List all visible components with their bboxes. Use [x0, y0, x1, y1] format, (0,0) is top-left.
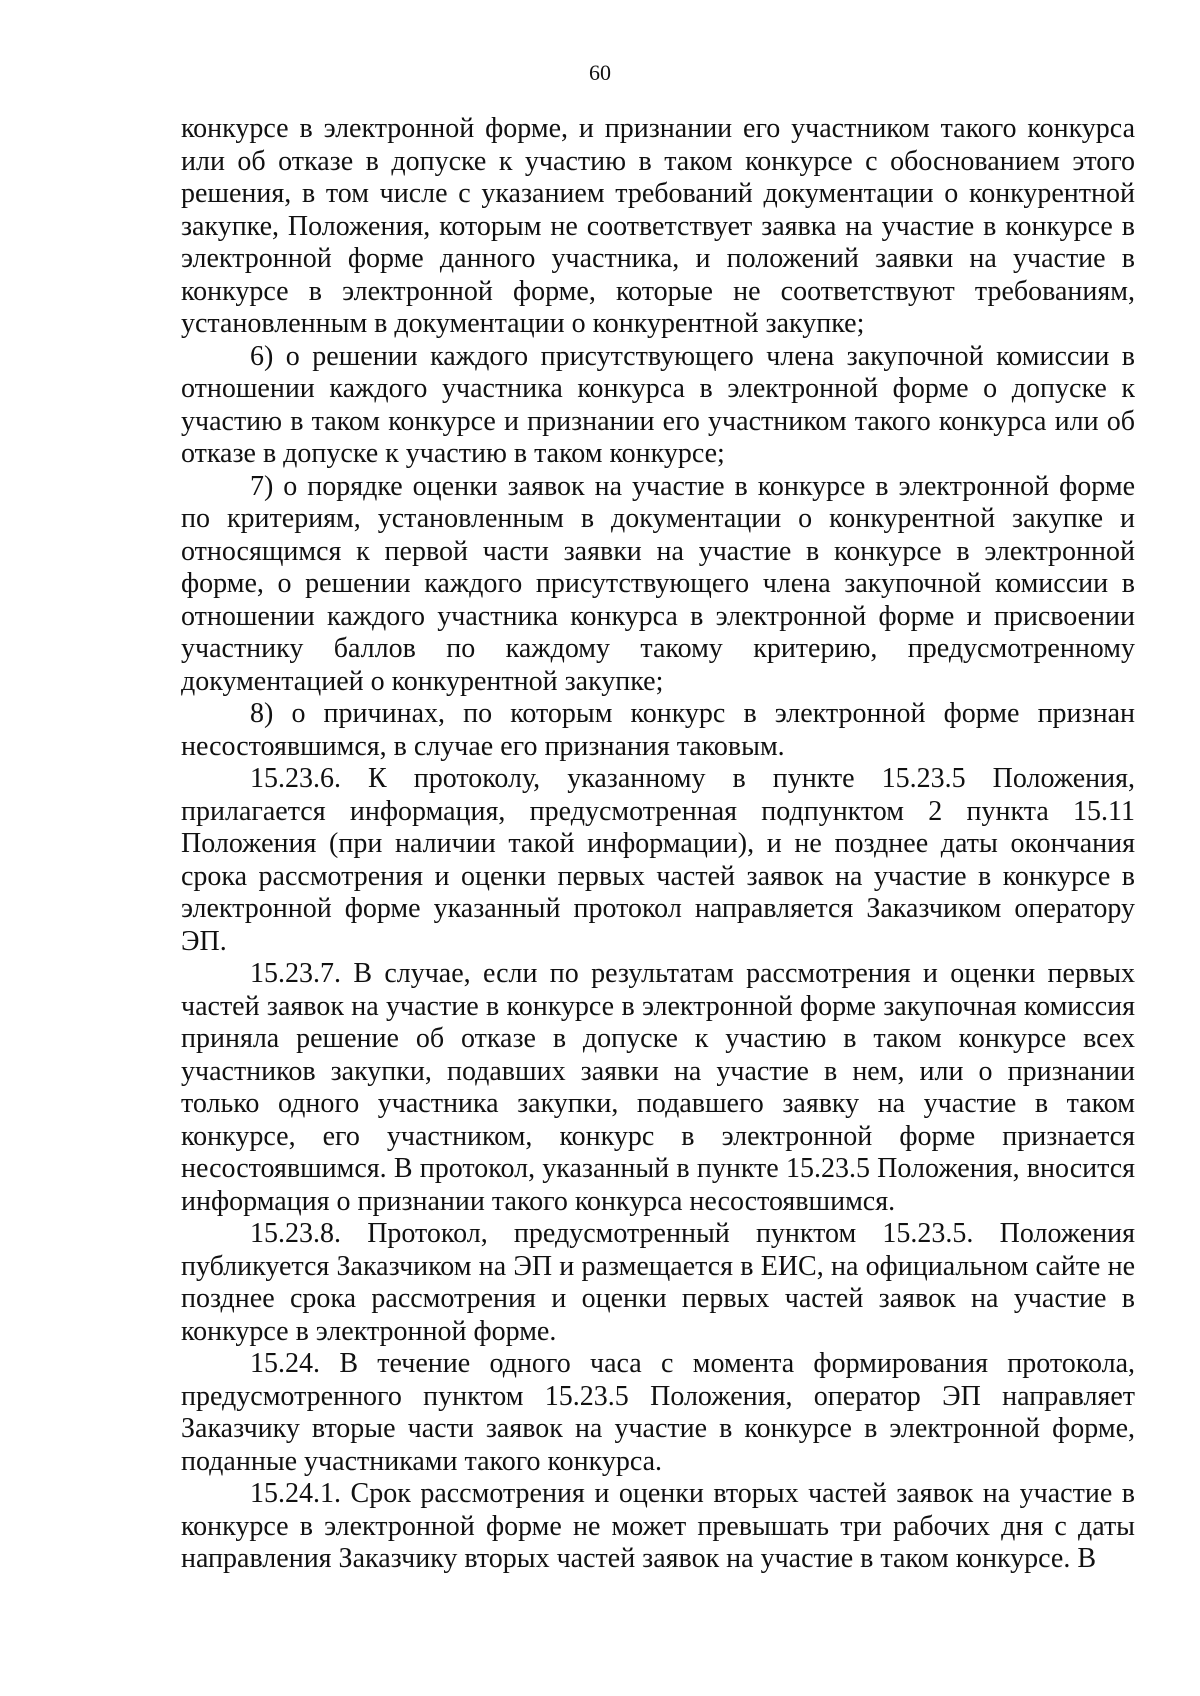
- paragraph-15-23-6: 15.23.6. К протоколу, указанному в пункте 15.23.5 Положения, прилагается информация, предусмотренная подпунктом 2 пункта 15.11 Положения (при наличии такой информации), и не позднее даты окончания срока рассмотрения и оценки первых частей заявок на участие в конкурсе в электронной форме указанный протокол направляется Заказчиком оператору ЭП.: [181, 763, 1135, 957]
- paragraph-item-8: 8) о причинах, по которым конкурс в электронной форме признан несостоявшимся, в случае его признания таковым.: [181, 698, 1135, 762]
- paragraph-item-6: 6) о решении каждого присутствующего члена закупочной комиссии в отношении каждого участника конкурса в электронной форме о допуске к участию в таком конкурсе и признании его участником такого конкурса или об отказе в допуске к участию в таком конкурсе;: [181, 340, 1135, 469]
- paragraph-item-7: 7) о порядке оценки заявок на участие в конкурсе в электронной форме по критериям, установленным в документации о конкурентной закупке и относящимся к первой части заявки на участие в конкурсе в электронной форме, о решении каждого присутствующего члена закупочной комиссии в отношении каждого участника конкурса в электронной форме и присвоении участнику баллов по каждому такому критерию, предусмотренному документацией о конкурентной закупке;: [181, 470, 1135, 697]
- paragraph-15-24: 15.24. В течение одного часа с момента формирования протокола, предусмотренного пунктом 15.23.5 Положения, оператор ЭП направляет Заказчику вторые части заявок на участие в конкурсе в электронной форме, поданные участниками такого конкурса.: [181, 1348, 1135, 1477]
- paragraph-15-23-7: 15.23.7. В случае, если по результатам рассмотрения и оценки первых частей заявок на участие в конкурсе в электронной форме закупочная комиссия приняла решение об отказе в допуске к участию в таком конкурсе всех участников закупки, подавших заявки на участие в нем, или о признании только одного участника закупки, подавшего заявку на участие в таком конкурсе, его участником, конкурс в электронной форме признается несостоявшимся. В протокол, указанный в пункте 15.23.5 Положения, вносится информация о признании такого конкурса несостоявшимся.: [181, 958, 1135, 1217]
- document-body: [181, 113, 1135, 1576]
- paragraph-15-23-8: 15.23.8. Протокол, предусмотренный пунктом 15.23.5. Положения публикуется Заказчиком на ЭП и размещается в ЕИС, на официальном сайте не позднее срока рассмотрения и оценки первых частей заявок на участие в конкурсе в электронной форме.: [181, 1218, 1135, 1347]
- page-number: 60: [589, 60, 611, 85]
- paragraph-15-24-1: 15.24.1. Срок рассмотрения и оценки вторых частей заявок на участие в конкурсе в электронной форме не может превышать три рабочих дня с даты направления Заказчику вторых частей заявок на участие в таком конкурсе. В: [181, 1478, 1135, 1574]
- paragraph-continuation: конкурсе в электронной форме, и признании его участником такого конкурса или об отказе в допуске к участию в таком конкурсе с обоснованием этого решения, в том числе с указанием требований документации о конкурентной закупке, Положения, которым не соответствует заявка на участие в конкурсе в электронной форме данного участника, и положений заявки на участие в конкурсе в электронной форме, которые не соответствуют требованиям, установленным в документации о конкурентной закупке;: [181, 113, 1135, 339]
